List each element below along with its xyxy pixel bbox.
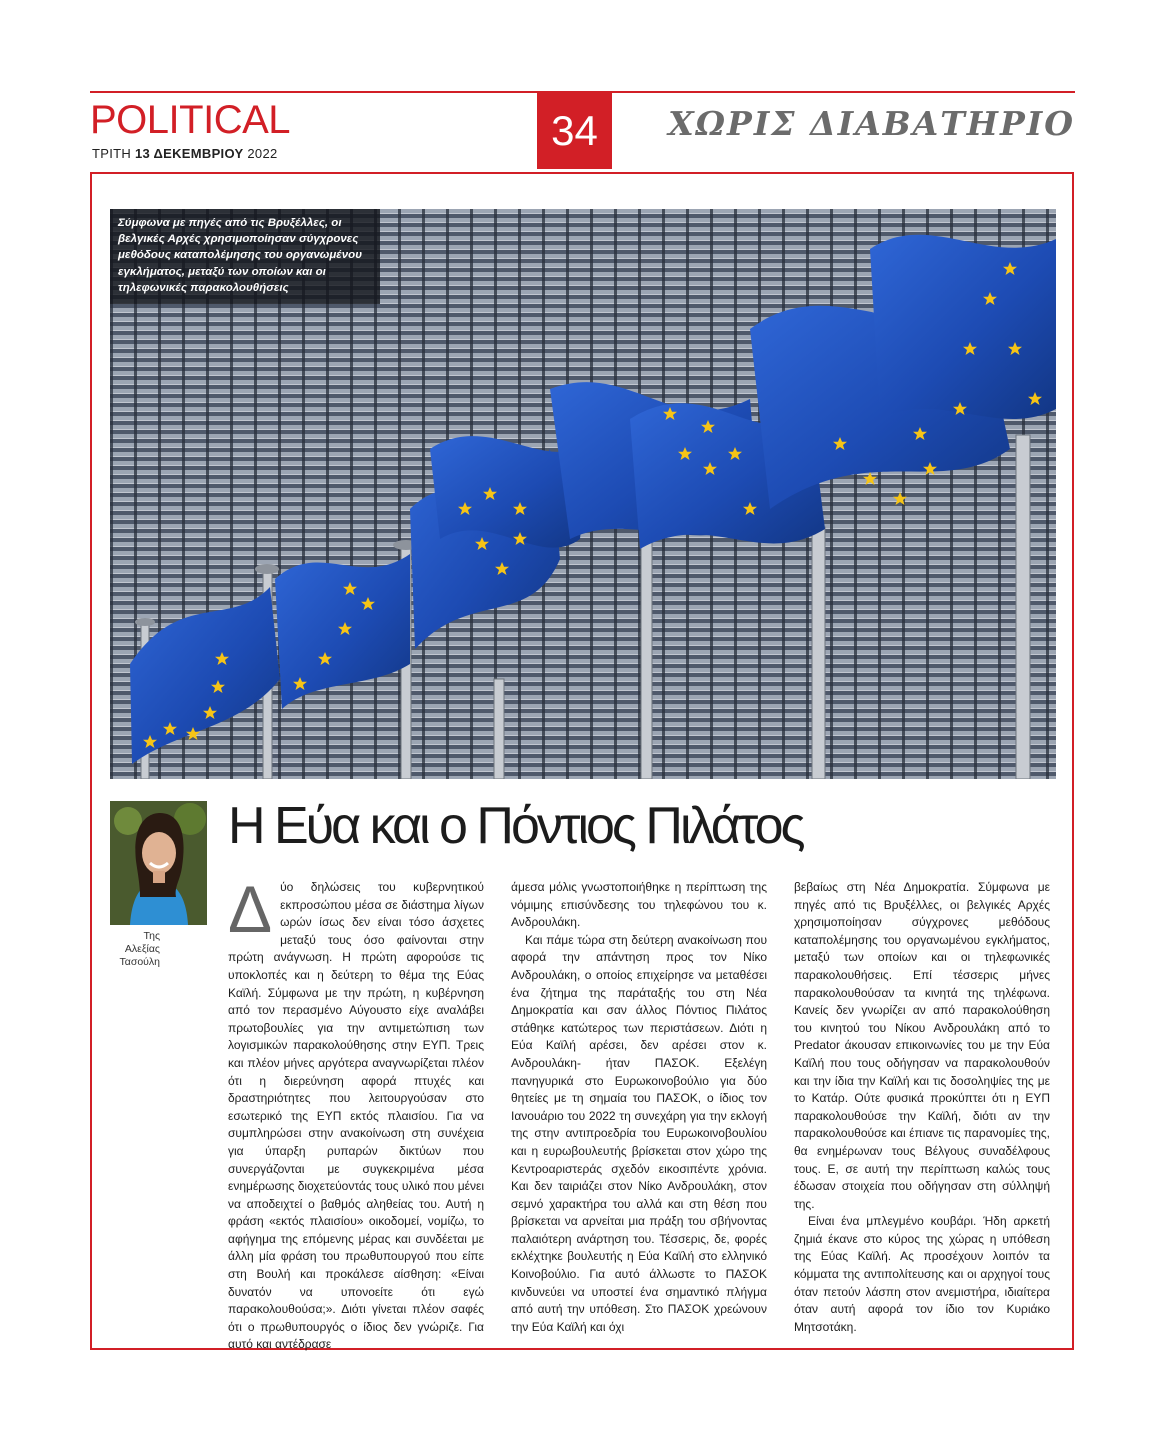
byline-last-name: Τασούλη — [119, 956, 160, 968]
date-weekday: ΤΡΙΤΗ — [92, 146, 132, 161]
author-photo — [110, 801, 207, 925]
byline-first-name: Αλεξίας — [124, 943, 160, 955]
byline-prefix: Της — [143, 930, 160, 942]
column-3-text-b: Είναι ένα μπλεγμένο κουβάρι. Ήδη αρκετή ζημιά έκανε στο κύρος της χώρας η υπόθεση της Εύας Καϊλή. Ας προσέχουν λοιπόν τα κόμματα της αντιπολίτευσης και οι αρχηγοί τους όταν πετούν λάσπη στον ανεμιστήρα, ιδιαίτερα όταν αυτή αφορά τον ίδιο τον Κυριάκο Μητσοτάκη. — [794, 1214, 1050, 1334]
page-number: 34 — [537, 93, 612, 169]
column-3-text-a: βεβαίως στη Νέα Δημοκρατία. Σύμφωνα με πηγές από τις Βρυξέλλες, οι βελγικές Αρχές χρησιμοποίησαν σύγχρονες μεθόδους καταπολέμησης του οργανωμένου εγκλήματος, μεταξύ των οποίων και οι τηλεφωνικές παρακολουθήσεις. Επί τέσσερις μήνες παρακολουθούσαν τα κινητά της τηλέφωνα. Κανείς δεν γνωρίζει αν από παρακολούθηση του κινητού του Νίκου Ανδρουλάκη από το Predator άκουσαν επικοινωνίες του με την Εύα Καϊλή που τους οδήγησαν να παρακολουθούν και την ίδια την Καϊλή και τις δοσοληψίες της με το Κατάρ. Ούτε φυσικά προκύπτει ότι η ΕΥΠ παρακολουθούσε την Καϊλή, διότι αν την παρακολουθούσε και έπιανε τις παρανομίες της, θα ενημέρωναν τους Βέλγους συναδέλφους τους. Ε, σε αυτή την περίπτωση καλώς τους έδωσαν στοιχεία που οδήγησαν στη σύλληψή της. — [794, 880, 1050, 1211]
drop-cap: Δ — [228, 872, 273, 946]
article-column-1 — [228, 872, 484, 1354]
column-2-text-a: άμεσα μόλις γνωστοποιήθηκε η περίπτωση της νόμιμης επισύνδεσης του τηλεφώνου του κ. Ανδρουλάκη. — [511, 880, 767, 930]
column-2-text-b: Και πάμε τώρα στη δεύτερη ανακοίνωση που αφορά την απάντηση προς τον Νίκο Ανδρουλάκη, ο οποίος επιχείρησε να μεταθέσει ένα ζήτημα της παράταξής του στη Νέα Δημοκρατία και σαν άλλος Πόντιος Πιλάτος στάθηκε κατώτερος των περιστάσεων. Διότι η Εύα Καϊλή αρέσει, δεν αρέσει στον κ. Ανδρουλάκη- ήταν ΠΑΣΟΚ. Εξελέγη πανηγυρικά στο Ευρωκοινοβούλιο για δύο θητείες με τη σημαία του ΠΑΣΟΚ, ο ίδιος τον Ιανουάριο του 2022 τη συνεχάρη για την εκλογή της στην αντιπροεδρία του Ευρωκοινοβουλίου και η ευρωβουλευτής βρίσκεται στον χώρο της Κεντροαριστεράς σχεδόν εικοσιπέντε χρόνια. Και δεν ταιριάζει στον Νίκο Ανδρουλάκη, στον σεμνό χαρακτήρα του αλλά και στη θέση που βρίσκεται να αρνείται μια πράξη του σβήνοντας παλαιότερη ανάρτηση του. Τέσσερις, δε, φορές εκλέχτηκε βουλευτής η Εύα Καϊλή στο ελληνικό Κοινοβούλιο. Για αυτό άλλωστε το ΠΑΣΟΚ κινδυνεύει να υποστεί ένα σημαντικό πλήγμα από αυτή την υπόθεση. Στο ΠΑΣΟΚ χρεώνουν την Εύα Καϊλή και όχι — [511, 932, 767, 1334]
author-portrait — [110, 801, 207, 925]
issue-date — [92, 146, 278, 161]
section-title: POLITICAL — [90, 98, 291, 142]
author-byline — [110, 930, 160, 969]
article-column-2 — [511, 879, 767, 1336]
date-day-month: 13 ΔΕΚΕΜΒΡΙΟΥ — [134, 146, 244, 161]
column-1-text: ύο δηλώσεις του κυβερνητικού εκπροσώπου μέσα σε διάστημα λίγων ωρών ίσως δεν είναι τόσο άσχετες μεταξύ τους όσο φαίνονται στην πρώτη ανάγνωση. Η πρώτη αφορούσε τις υποκλοπές και η δεύτερη το θέμα της Εύας Καϊλή. Σύμφωνα με την πρώτη, η κυβέρνηση από τον περασμένο Αύγουστο είχε αναλάβει πρωτοβουλίες για την αντιμετώπιση των λογισμικών παρακολούθησης στην ΕΥΠ. Τρεις και πλέον μήνες αργότερα αναγνωρίζεται πλέον ότι η διερεύνηση αφορά πτυχές και δραστηριότητες που λειτουργούσαν στο εσωτερικό της ΕΥΠ εκτός πλαισίου. Για να συμπληρώσει στην ανακοίνωση στη συνέχεια για ύπαρξη ρυπαρών δικτύων που συνεργάζονται με συγκεκριμένα μέσα ενημέρωσης διοχετεύοντάς τους υλικό που μένει να αποδειχτεί ο βαθμός αληθείας του. Αυτή η φράση «εκτός πλαισίου» οικοδομεί, νομίζω, το αφήγημα της επόμενης μέρας και συνδέεται με άλλη μία φράση του πρωθυπουργού που είπε στη Βουλή και προκάλεσε αίσθηση: «Είναι δυνατόν να υπονοείτε ότι εγώ παρακολουθούσα;». Διότι γίνεται πλέον σαφές ότι ο πρωθυπουργός ο ίδιος δεν γνώριζε. Για αυτό και αντέδρασε — [228, 880, 484, 1352]
article-column-3 — [794, 879, 1050, 1336]
article-headline: Η Εύα και ο Πόντιος Πιλάτος — [228, 797, 803, 855]
photo-caption: Σύμφωνα με πηγές από τις Βρυξέλλες, οι βελγικές Αρχές χρησιμοποίησαν σύγχρονες μεθόδους καταπολέμησης του οργανωμένου εγκλήματος, μεταξύ των οποίων και οι τηλεφωνικές παρακολουθήσεις — [110, 209, 380, 304]
date-year: 2022 — [247, 146, 278, 161]
column-name: ΧΩΡΙΣ ΔΙΑΒΑΤΗΡΙΟ — [668, 104, 1075, 143]
